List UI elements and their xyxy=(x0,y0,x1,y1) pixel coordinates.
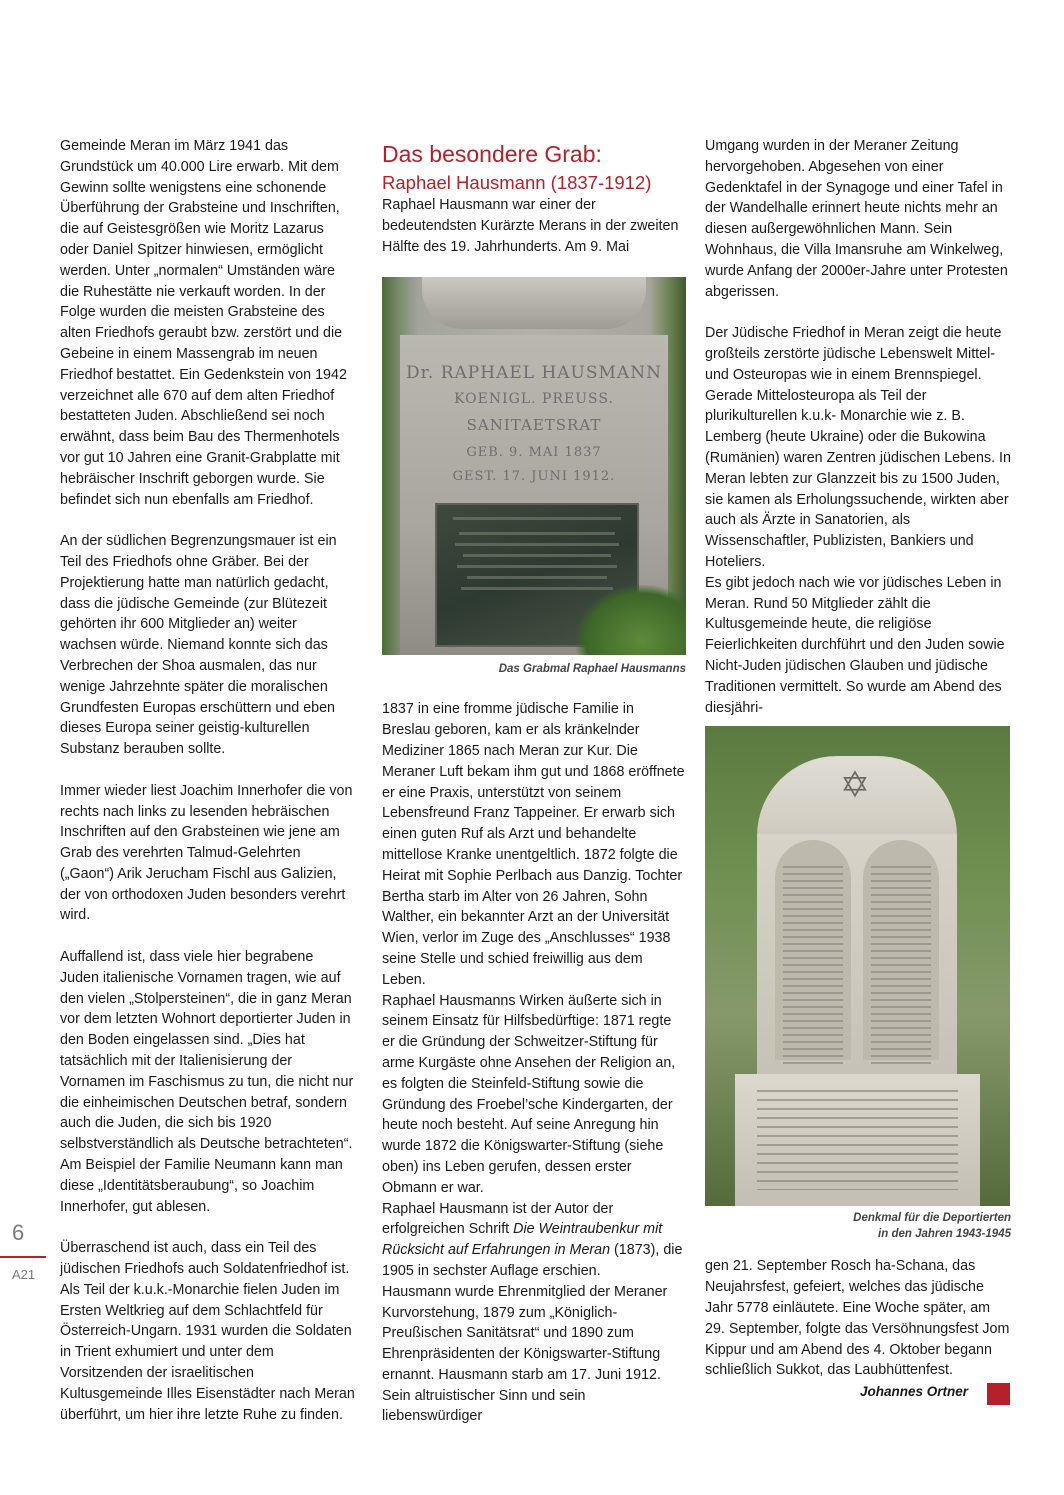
paragraph: Auffallend ist, dass viele hier begrabene Juden italienische Vornamen tragen, wie auf den vielen „Stolpersteinen“, die in ganz Meran vor dem letzten Wohnort deportierter Juden in den Boden eingelassen sind. „Dies hat tatsächlich mit der Italienisierung der Vornamen im Faschismus zu tun, die nicht nur die einheimischen Deutschen betraf, sondern auch die Juden, die sich bis 1920 selbstverständlich als Deutsche betrachteten“. Am Beispiel der Familie Neumann kann man diese „Identitätsberaubung“, so Joachim Innerhofer, gut ablesen. xyxy=(60,949,354,1215)
paragraph: An der südlichen Begrenzungsmauer ist ein Teil des Friedhofs ohne Gräber. Bei der Projektierung hatte man natürlich gedacht, dass die jüdische Gemeinde (zur Blütezeit gehörten ihr 600 Mitglieder an) weiter wachsen würde. Niemand konnte sich das Verbrechen der Shoa ausmalen, das nur wenige Jahrzehnte später die moralischen Grundfesten Europas erschüttern und eben dieses Europa seiner geistig-kulturellen Substanz berauben sollte. xyxy=(60,533,337,758)
paragraph: Es gibt jedoch nach wie vor jüdisches Leben in Meran. Rund 50 Mitglieder zählt die Kultusgemeinde heute, die religiöse Feierlichkeiten durchführt und den Juden sowie Nicht-Juden jüdischen Glauben und jüdische Traditionen vermittelt. So wurde am Abend des diesjähri- xyxy=(705,574,1005,716)
article-column-1 xyxy=(60,136,356,1425)
paragraph: Überraschend ist auch, dass ein Teil des jüdischen Friedhofs auch Soldatenfriedhof ist. Als Teil der k.u.k.-Monarchie fielen Juden im Ersten Weltkrieg auf dem Schlachtfeld für Österreich-Ungarn. 1931 wurden die Soldaten in Trient exhumiert und unter dem Vorsitzenden der israelitischen Kultusgemeinde Illes Eisenstädter nach Meran überführt, um hier ihre letzte Ruhe zu finden. xyxy=(60,1240,355,1423)
book-title: Die Weintraubenkur mit Rücksicht auf Erfahrungen in Meran xyxy=(382,1221,663,1259)
section-title: Das besondere Grab: xyxy=(382,141,602,167)
text-run: (1873), die 1905 in sechster Auflage erschien. xyxy=(382,1242,683,1279)
foliage xyxy=(576,585,686,655)
photo-caption-line: Denkmal für die Deportierten xyxy=(853,1212,1011,1225)
photo-caption-line: in den Jahren 1943-1945 xyxy=(878,1228,1011,1241)
paragraph: 1837 in eine fromme jüdische Familie in Breslau geboren, kam er als kränkelnder Mediziner 1865 nach Meran zur Kur. Die Meraner Luft bekam ihm gut und 1868 eröffnete er eine Praxis, unterstützt von seinem Lebensfreund Franz Tappeiner. Er erwarb sich einen guten Ruf als Arzt und behandelte mittellose Kranke unentgeltlich. 1872 folgte die Heirat mit Sophie Perlbach aus Danzig. Tochter Bertha starb im Alter von 26 Jahren, Sohn Walther, ein bekannter Arzt an der Universität Wien, verlor im Zuge des „Anschlusses“ 1938 seine Stelle und schied freiwillig aus dem Leben. xyxy=(382,701,685,988)
star-of-david-icon: ✡ xyxy=(839,765,871,807)
paragraph: Immer wieder liest Joachim Innerhofer die von rechts nach links zu lesenden hebräischen Inschriften auf den Grabsteinen wie jene am Grab des verehrten Talmud-Gelehrten („Gaon“) Arik Jerucham Fischl aus Galizien, der von orthodoxen Juden besonders verehrt wird. xyxy=(60,782,353,924)
paragraph: gen 21. September Rosch ha-Schana, das Neujahrsfest, gefeiert, welches das jüdische Jahr 5778 einläutete. Eine Woche später, am 29. September, folgte das Versöhnungsfest Jom Kippur und am Abend des 4. Oktober begann schließlich Sukkot, das Laubhüttenfest. xyxy=(705,1258,1010,1379)
page-code: A21 xyxy=(12,1267,36,1282)
paragraph: Umgang wurden in der Meraner Zeitung hervorgehoben. Abgesehen von einer Gedenktafel in der Synagoge und einer Tafel in der Wandelhalle erinnert heute nichts mehr an diesen außergewöhnlichen Mann. Sein Wohnhaus, die Villa Imansruhe am Winkelweg, wurde Anfang der 2000er-Jahre unter Protesten abgerissen. xyxy=(705,138,1008,300)
section-subtitle: Raphael Hausmann (1837-1912) xyxy=(382,172,652,193)
photo-caption xyxy=(705,1210,1011,1242)
paragraph: Raphael Hausmanns Wirken äußerte sich in seinem Einsatz für Hilfsbedürftige: 1871 regte er die Gründung der Schweitzer-Stiftung für arme Kurgäste ohne Ansehen der Religion an, es folgten die Steinfeld-Stiftung sowie die Gründung des Froebel’sche Kindergarten, der heute noch besteht. Auf seine Anregung hin wurde 1872 die Königswarter-Stiftung (siehe oben) ins Leben gerufen, dessen erster Obmann er war. xyxy=(382,992,676,1196)
paragraph: Raphael Hausmann war einer der bedeutendsten Kurärzte Merans in der zweiten Hälfte des 19. Jahrhunderts. Am 9. Mai xyxy=(382,197,679,255)
paragraph xyxy=(382,1199,686,1282)
article-column-3 xyxy=(705,136,1011,1381)
stone-inscription-line: GEB. 9. MAI 1837 xyxy=(466,445,602,461)
ornament xyxy=(422,277,646,329)
page-divider xyxy=(0,1256,46,1258)
stone-inscription-line: SANITAETSRAT xyxy=(466,416,602,435)
memorial-stone xyxy=(735,756,980,1206)
paragraph: Hausmann wurde Ehrenmitglied der Meraner Kurvorstehung, 1879 zum „Königlich-Preußischen Sanitätsrat“ und 1890 zum Ehrenpräsidenten der Königswarter-Stiftung ernannt. Hausmann starb am 17. Juni 1912. Sein altruistischer Sinn und sein liebenswürdiger xyxy=(382,1283,668,1425)
grave-photo xyxy=(382,277,686,655)
article-column-2 xyxy=(382,140,686,1427)
stone-inscription-line: KOENIGL. PREUSS. xyxy=(454,391,614,408)
author-name: Johannes Ortner xyxy=(860,1384,969,1399)
paragraph: Der Jüdische Friedhof in Meran zeigt die heute großteils zerstörte jüdische Lebenswelt Mittel- und Osteuropas wie in einem Brennspiegel. Gerade Mittelosteuropa als Teil der plurikulturellen k.u.k- Monarchie wie z. B. Lemberg (heute Ukraine) oder die Bukowina (Rumänien) waren Zentren jüdischen Lebens. In Meran lebten zur Glanzzeit bis zu 1500 Juden, sie kamen als Erholungssuchende, wirkten aber auch als Ärzte in Sanatorien, als Wissenschaftler, Publizisten, Bankiers und Hoteliers. xyxy=(705,325,1011,570)
text-run: Raphael Hausmann ist der Autor der erfolgreichen Schrift xyxy=(382,1200,614,1238)
memorial-photo xyxy=(705,726,1010,1206)
stone-inscription-line: Dr. RAPHAEL HAUSMANN xyxy=(406,363,662,384)
page-number: 6 xyxy=(12,1220,25,1245)
paragraph: Gemeinde Meran im März 1941 das Grundstück um 40.000 Lire erwarb. Mit dem Gewinn sollte wenigstens eine schonende Überführung der Grabsteine und Inschriften, die auf Geistesgrößen wie Moritz Lazarus oder Daniel Spitzer hinwiesen, ermöglicht werden. Unter „normalen“ Umständen wäre die Ruhestätte nie verkauft worden. In der Folge wurden die meisten Grabsteine des alten Friedhofs geraubt bzw. zerstört und die Gebeine in einem Massengrab im neuen Friedhof bestattet. Ein Gedenkstein von 1942 verzeichnet alle 670 auf dem alten Friedhof bestatteten Juden. Abschließend sei noch erwähnt, dass beim Bau des Thermenhotels vor gut 10 Jahren eine Granit-Grabplatte mit hebräischer Inschrift geborgen wurde. Sie befindet sich nun ebenfalls am Friedhof. xyxy=(60,138,347,508)
photo-caption: Das Grabmal Raphael Hausmanns xyxy=(498,663,686,676)
end-mark xyxy=(987,1383,1010,1405)
stone-inscription-line: GEST. 17. JUNI 1912. xyxy=(452,469,616,485)
stone-slab xyxy=(400,335,668,655)
